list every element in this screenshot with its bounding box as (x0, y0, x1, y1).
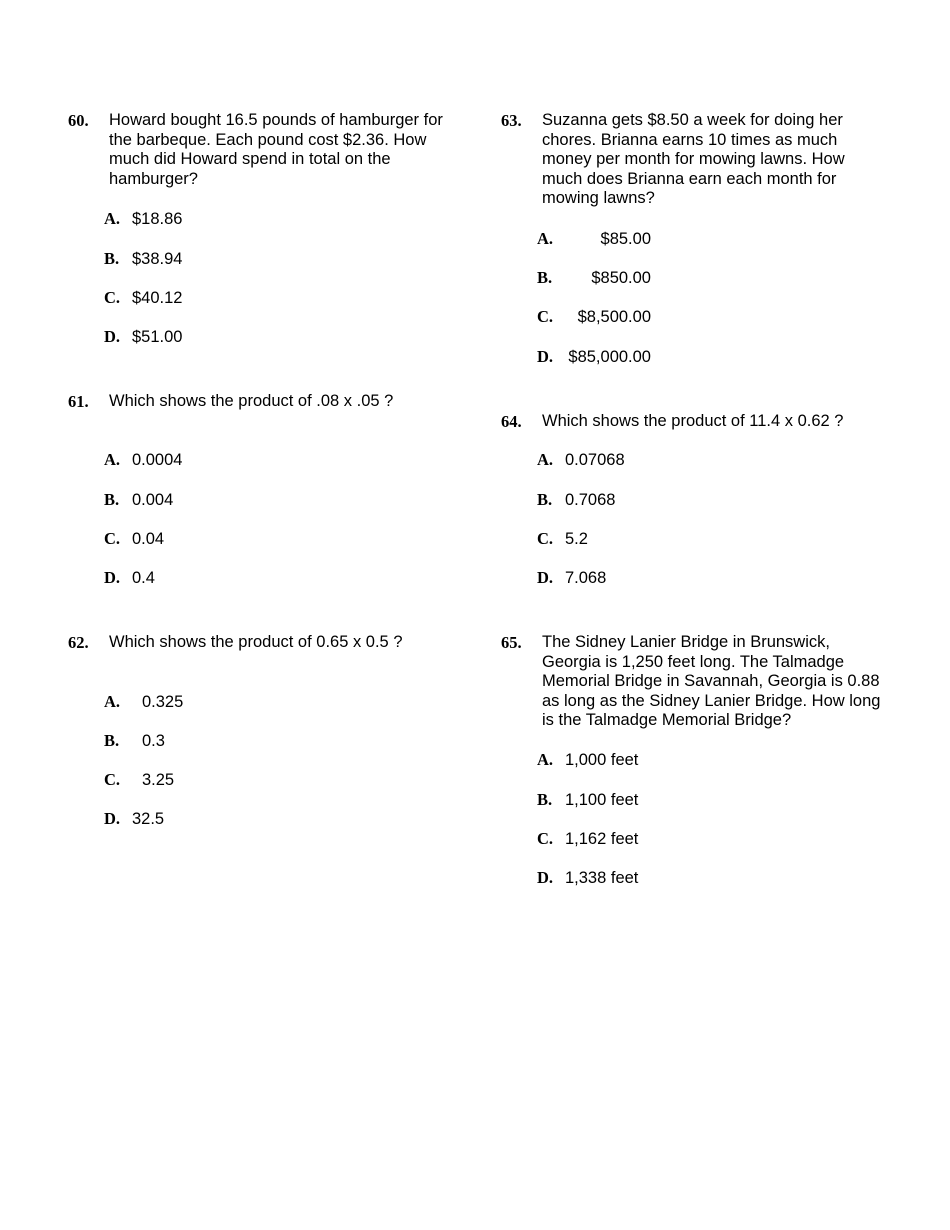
answer-choice[interactable] (537, 347, 651, 367)
choice-value: 0.07068 (565, 451, 625, 469)
choice-letter: D. (104, 809, 121, 828)
choice-value: 32.5 (132, 810, 165, 828)
question-stem (501, 111, 911, 209)
answer-choice[interactable] (104, 731, 165, 751)
answer-choice[interactable] (104, 770, 174, 790)
question-number: 63. (501, 111, 522, 130)
choice-letter: B. (104, 249, 120, 268)
choice-letter: D. (537, 868, 554, 887)
choice-letter: D. (104, 568, 121, 587)
choice-value: 1,000 feet (565, 751, 639, 769)
choice-value: 1,338 feet (565, 869, 639, 887)
choice-letter: C. (537, 529, 554, 548)
answer-choice[interactable] (537, 450, 625, 470)
choice-value: 0.7068 (565, 491, 616, 509)
choice-value: 1,162 feet (565, 830, 639, 848)
choice-value: 0.0004 (132, 451, 183, 469)
choice-letter: D. (104, 327, 121, 346)
choice-value: $40.12 (132, 289, 183, 307)
choice-value: 0.004 (132, 491, 174, 509)
answer-choice[interactable] (537, 568, 606, 588)
choice-letter: B. (537, 490, 553, 509)
choice-value: 0.325 (142, 693, 184, 711)
answer-choice[interactable] (537, 790, 638, 810)
choice-letter: A. (537, 750, 554, 769)
question-text: Which shows the product of 0.65 x 0.5 ? (109, 633, 403, 651)
choice-letter: B. (537, 268, 553, 287)
answer-choice[interactable] (537, 868, 638, 888)
answer-choice[interactable] (104, 490, 173, 510)
question-64 (501, 412, 901, 432)
question-number: 60. (68, 111, 89, 130)
choice-value: 3.25 (142, 771, 175, 789)
question-60 (68, 111, 468, 189)
choice-letter: A. (537, 229, 554, 248)
answer-choice[interactable] (537, 529, 588, 549)
choice-value: $85.00 (600, 230, 651, 248)
choice-letter: C. (537, 307, 554, 326)
question-stem (501, 412, 901, 432)
choice-letter: A. (104, 450, 121, 469)
choice-value: $51.00 (132, 328, 183, 346)
choice-value: 7.068 (565, 569, 607, 587)
choice-letter: A. (537, 450, 554, 469)
question-62 (68, 633, 468, 653)
question-text: Howard bought 16.5 pounds of hamburger for the barbeque. Each pound cost $2.36. How much did Howard spend in total on the hamburger? (109, 111, 443, 188)
question-63 (501, 111, 911, 209)
choice-letter: D. (537, 347, 554, 366)
choice-letter: B. (537, 790, 553, 809)
question-65 (501, 633, 921, 731)
choice-value: 1,100 feet (565, 791, 639, 809)
question-number: 65. (501, 633, 522, 652)
answer-choice[interactable] (537, 307, 651, 327)
choice-letter: C. (104, 288, 121, 307)
choice-letter: D. (537, 568, 554, 587)
question-text: Which shows the product of .08 x .05 ? (109, 392, 394, 410)
choice-letter: B. (104, 731, 120, 750)
choice-letter: A. (104, 692, 121, 711)
choice-letter: C. (104, 529, 121, 548)
question-text: Which shows the product of 11.4 x 0.62 ? (542, 412, 844, 430)
answer-choice[interactable] (537, 829, 638, 849)
question-stem (68, 111, 468, 189)
answer-choice[interactable] (104, 692, 183, 712)
question-61 (68, 392, 468, 412)
question-number: 61. (68, 392, 89, 411)
answer-choice[interactable] (537, 750, 638, 770)
choice-value: $18.86 (132, 210, 183, 228)
question-number: 64. (501, 412, 522, 431)
question-text: The Sidney Lanier Bridge in Brunswick, Georgia is 1,250 feet long. The Talmadge Memorial Bridge in Savannah, Georgia is 0.88 as long as the Sidney Lanier Bridge. How long is the Talmadge Memorial Bridge? (542, 633, 881, 730)
choice-letter: A. (104, 209, 121, 228)
answer-choice[interactable] (104, 529, 164, 549)
choice-value: $85,000.00 (568, 348, 651, 366)
choice-value: 5.2 (565, 530, 588, 548)
answer-choice[interactable] (104, 209, 182, 229)
question-text: Suzanna gets $8.50 a week for doing her chores. Brianna earns 10 times as much money per month for mowing lawns. How much does Brianna earn each month for mowing lawns? (542, 111, 845, 208)
choice-value: $38.94 (132, 250, 183, 268)
answer-choice[interactable] (537, 229, 651, 249)
choice-value: 0.3 (142, 732, 165, 750)
question-stem (501, 633, 921, 731)
answer-choice[interactable] (104, 450, 182, 470)
answer-choice[interactable] (537, 490, 615, 510)
choice-value: $850.00 (591, 269, 651, 287)
answer-choice[interactable] (104, 327, 182, 347)
choice-letter: C. (104, 770, 121, 789)
choice-letter: B. (104, 490, 120, 509)
question-stem (68, 633, 468, 653)
answer-choice[interactable] (104, 809, 164, 829)
choice-value: $8,500.00 (577, 308, 651, 326)
question-number: 62. (68, 633, 89, 652)
choice-letter: C. (537, 829, 554, 848)
choice-value: 0.04 (132, 530, 165, 548)
answer-choice[interactable] (104, 288, 182, 308)
answer-choice[interactable] (537, 268, 651, 288)
choice-value: 0.4 (132, 569, 155, 587)
answer-choice[interactable] (104, 568, 155, 588)
question-stem (68, 392, 468, 412)
answer-choice[interactable] (104, 249, 182, 269)
